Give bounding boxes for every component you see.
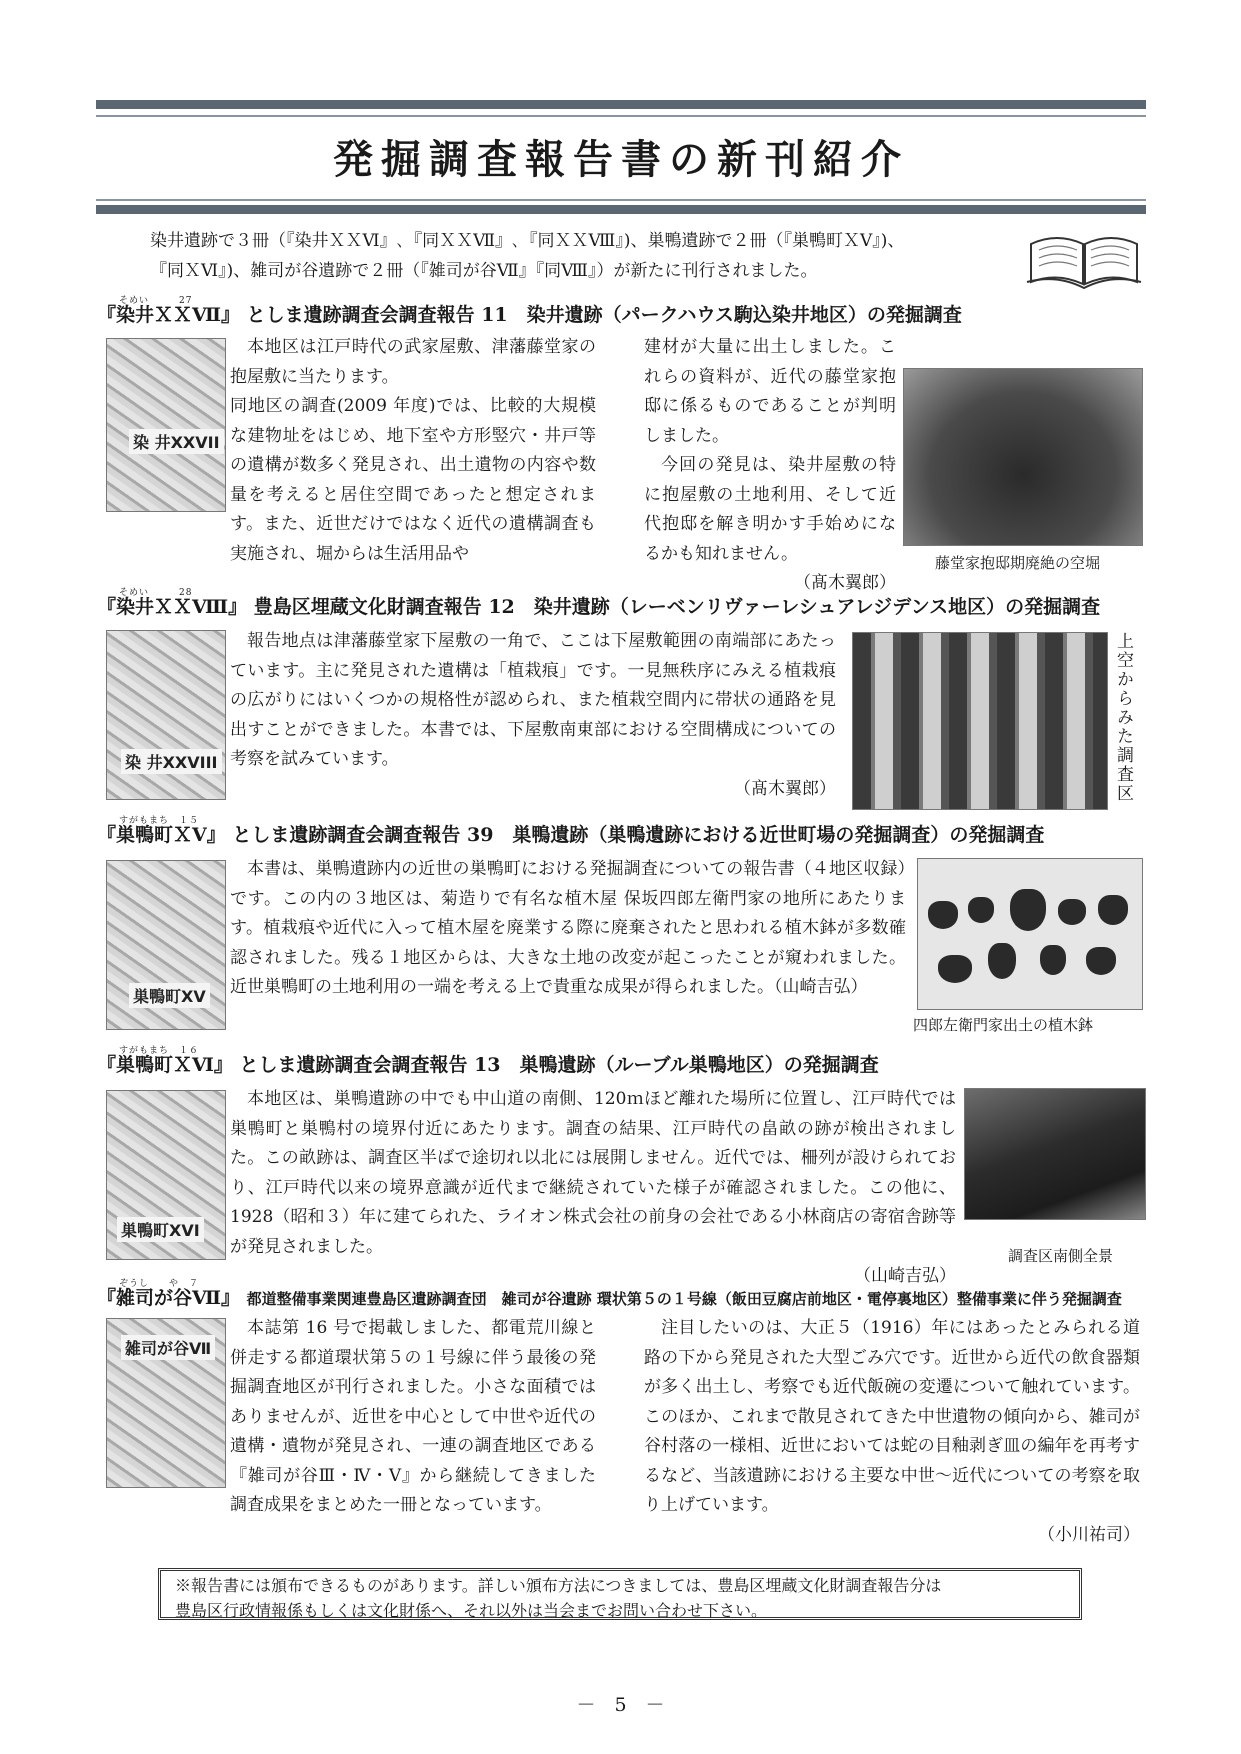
section-1-heading: そめい 27 『染井ＸＸⅦ』 としま遺跡調査会調査報告 11 染井遺跡（パークハウス駒込染井地区）の発掘調査 bbox=[97, 300, 962, 330]
section-1-author: （髙木翼郎） bbox=[794, 573, 896, 593]
section-5-left-column: 本誌第 16 号で掲載しました、都電荒川線と併走する都道環状第５の１号線に伴う最後の発掘調査地区が刊行されました。小さな面積ではありませんが、近世を中心として中世や近代の遺構・遺物が発見され、一連の調査地区である『雑司が谷Ⅲ・Ⅳ・Ⅴ』から継続してきました調査成果をまとめた一冊となっています。 bbox=[230, 1318, 596, 1515]
intro-line-2: 『同ＸⅥ』)、雑司が谷遺跡で２冊（『雑司が谷Ⅶ』『同Ⅷ』）が新たに刊行されました。 bbox=[150, 261, 818, 281]
section-2-ruby: そめい 28 bbox=[119, 588, 193, 598]
pot-4 bbox=[1058, 899, 1086, 925]
distribution-note bbox=[158, 1568, 1082, 1620]
note-line-1: ※報告書には頒布できるものがあります。詳しい頒布方法につきましては、豊島区埋蔵文化財調査報告分は bbox=[175, 1576, 942, 1595]
section-3-heading: すがもまち １５ 『巣鴨町ＸⅤ』 としま遺跡調査会調査報告 39 巣鴨遺跡（巣鴨遺跡における近世町場の発掘調査）の発掘調査 bbox=[97, 820, 1044, 850]
section-1-map-image bbox=[106, 338, 226, 512]
section-1-left-column: 本地区は江戸時代の武家屋敷、津藩藤堂家の抱屋敷に当たります。 同地区の調査(2009 年度)では、比較的大規模な建物址をはじめ、地下室や方形竪穴・井戸等の遺構が数多く発見され、出土遺物の内容や数量を考えると居住空間であったと想定されます。また、近世だけではなく近代の遺構調査も実施され、堀からは生活用品や bbox=[230, 337, 596, 564]
note-line-2: 豊島区行政情報係もしくは文化財係へ、それ以外は当会までお問い合わせ下さい。 bbox=[175, 1601, 768, 1620]
section-5-author: （小川祐司） bbox=[1038, 1524, 1140, 1545]
section-5-map-label: 雑司が谷Ⅶ bbox=[121, 1335, 215, 1360]
intro-line-1: 染井遺跡で３冊（『染井ＸＸⅥ』､『同ＸＸⅦ』､『同ＸＸⅧ』)、巣鴨遺跡で２冊（『巣鴨町ＸⅤ』)、 bbox=[150, 231, 905, 251]
section-5-map-image bbox=[106, 1318, 226, 1488]
section-4-photo-caption: 調査区南側全景 bbox=[1008, 1247, 1114, 1265]
section-2-photo-caption: 上空からみた調査区 bbox=[1113, 632, 1133, 803]
pot-1 bbox=[928, 901, 958, 929]
section-2-heading: そめい 28 『染井ＸＸⅧ』 豊島区埋蔵文化財調査報告 12 染井遺跡（レーベンリヴァーレシュアレジデンス地区）の発掘調査 bbox=[97, 592, 1100, 622]
section-1-photo-caption: 藤堂家抱邸期廃絶の空堀 bbox=[935, 554, 1101, 572]
section-3-author: （山崎吉弘） bbox=[774, 977, 868, 997]
page-title: 発掘調査報告書の新刊紹介 bbox=[333, 136, 909, 183]
section-1-right-column: 建材が大量に出土しました。これらの資料が、近代の藤堂家抱邸に係るものであることが判明しました。 今回の発見は、染井屋敷の特に抱屋敷の土地利用、そして近代抱邸を解き明かす手始めになるかも知れません。 （髙木翼郎） bbox=[644, 333, 896, 599]
section-4-heading: すがもまち １６ 『巣鴨町ＸⅥ』 としま遺跡調査会調査報告 13 巣鴨遺跡（ルーブル巣鴨地区）の発掘調査 bbox=[97, 1050, 879, 1080]
section-5-heading: ぞうし や ７ 『雑司が谷Ⅶ』 都道整備事業関連豊島区遺跡調査団 雑司が谷遺跡 環状第５の１号線（飯田豆腐店前地区・電停裏地区）整備事業に伴う発掘調査 bbox=[97, 1283, 1122, 1314]
section-3-photo-caption: 四郎左衛門家出土の植木鉢 bbox=[913, 1016, 1094, 1034]
header-rule-bottom-thin bbox=[96, 199, 1146, 201]
section-5-right-column: 注目したいのは、大正５（1916）年にはあったとみられる道路の下から発見された大型ごみ穴です。近世から近代の飲食器類が多く出土し、考察でも近代飯碗の変遷について触れています。このほか、これまで散見されてきた中世遺物の傾向から、雑司が谷村落の一様相、近世においては蛇の目釉剥ぎ皿の編年を再考するなど、当該遺跡における主要な中世～近代についての考察を取り上げています。 （小川祐司） bbox=[644, 1314, 1140, 1550]
pot-3 bbox=[1010, 889, 1046, 931]
intro-text bbox=[150, 226, 1010, 286]
section-3-photo bbox=[917, 858, 1143, 1010]
open-book-icon bbox=[1025, 222, 1143, 292]
section-4-ruby: すがもまち １６ bbox=[119, 1046, 200, 1056]
pot-2 bbox=[968, 897, 994, 923]
pot-7 bbox=[988, 943, 1016, 979]
pot-8 bbox=[1040, 945, 1066, 975]
pot-9 bbox=[1086, 947, 1116, 975]
section-3-body: 本書は、巣鴨遺跡内の近世の巣鴨町における発掘調査についての報告書（４地区収録）です。この内の３地区は、菊造りで有名な植木屋 保坂四郎左衛門家の地所にあたります。植栽痕や近代に入って植木屋を廃業する際に廃棄されたと思われる植木鉢が多数確認されました。残る１地区からは、大きな土地の改変が起こったことが窺われました。近世巣鴨町の土地利用の一端を考える上で貴重な成果が得られました。（山崎吉弘） bbox=[230, 859, 906, 997]
section-4-map-label: 巣鴨町XVI bbox=[117, 1217, 204, 1242]
pot-6 bbox=[938, 955, 972, 983]
section-2-author: （髙木翼郎） bbox=[734, 778, 836, 799]
section-2-map-image bbox=[106, 630, 226, 800]
section-3-map-image bbox=[106, 860, 226, 1030]
section-4-map-image bbox=[106, 1090, 226, 1260]
section-2-body: 報告地点は津藩藤堂家下屋敷の一角で、ここは下屋敷範囲の南端部にあたっています。主に発見された遺構は「植栽痕」です。一見無秩序にみえる植栽痕の広がりにはいくつかの規格性が認められ、また植栽空間内に帯状の通路を見出すことができました。本書では、下屋敷南東部における空間構成についての考察を試みています。 （髙木翼郎） bbox=[230, 627, 836, 804]
section-2-photo bbox=[852, 632, 1108, 810]
header-rule-top bbox=[96, 100, 1146, 109]
section-3-ruby: すがもまち １５ bbox=[119, 816, 200, 826]
page-number: － 5 － bbox=[576, 1694, 665, 1716]
section-5-ruby: ぞうし や ７ bbox=[119, 1279, 200, 1289]
section-2-map-label: 染 井XXVIII bbox=[121, 749, 222, 774]
section-3-map-label: 巣鴨町XV bbox=[129, 983, 210, 1008]
header-rule-bottom bbox=[96, 205, 1146, 214]
section-1-photo bbox=[903, 368, 1143, 546]
header-rule-top-thin bbox=[96, 115, 1146, 117]
section-4-body: 本地区は、巣鴨遺跡の中でも中山道の南側、120ｍほど離れた場所に位置し、江戸時代では巣鴨町と巣鴨村の境界付近にあたります。調査の結果、江戸時代の畠畝の跡が検出されました。この畝跡は、調査区半ばで途切れ以北には展開しません。近代では、柵列が設けられており、江戸時代以来の境界意識が近代まで継続されていた様子が確認されました。この他に、1928（昭和３）年に建てられた、ライオン株式会社の前身の会社である小林商店の寄宿舎跡等が発見されました。 （山崎吉弘） bbox=[230, 1085, 956, 1292]
section-4-photo bbox=[964, 1088, 1146, 1220]
section-1-ruby: そめい 27 bbox=[119, 296, 193, 306]
section-1-map-label: 染 井XXVII bbox=[129, 429, 224, 454]
section-4-author: （山崎吉弘） bbox=[854, 1266, 956, 1286]
pot-5 bbox=[1098, 895, 1128, 925]
